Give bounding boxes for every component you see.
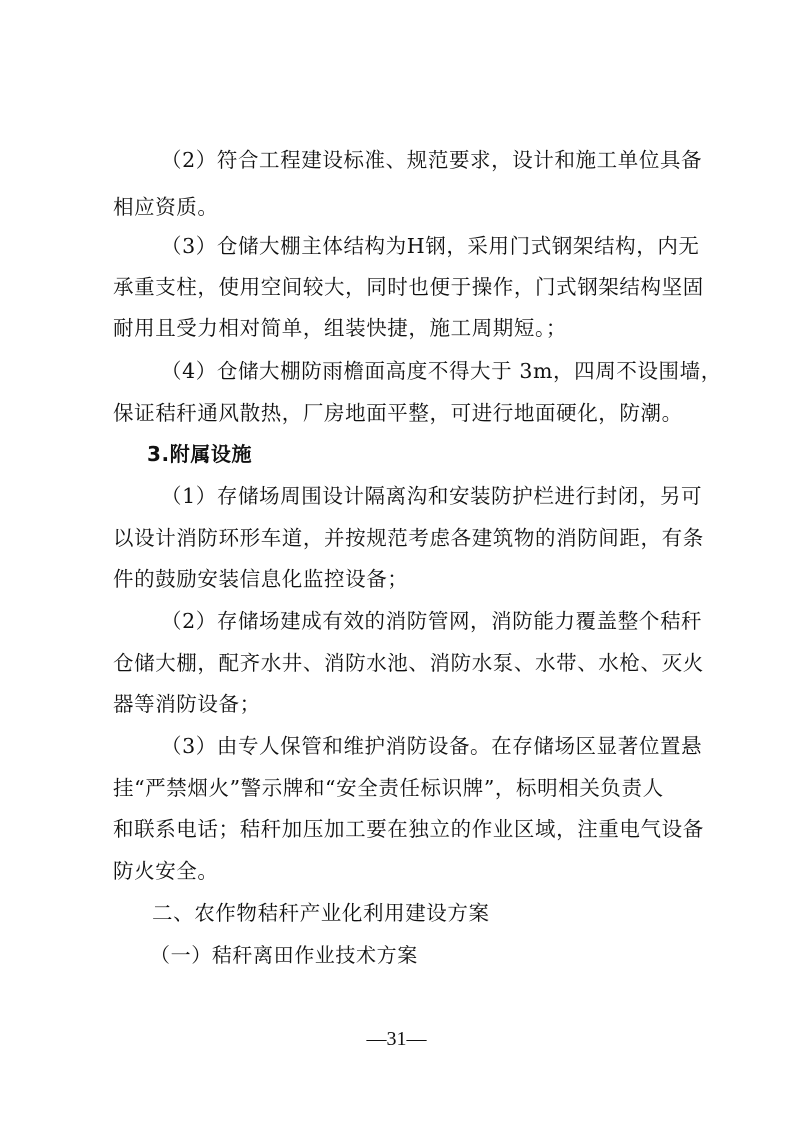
paragraph-line: 以设计消防环形车道，并按规范考虑各建筑物的消防间距，有条 — [113, 526, 704, 550]
paragraph-line: 承重支柱，使用空间较大，同时也便于操作，门式钢架结构坚固 — [113, 275, 704, 299]
paragraph-line: 相应资质。 — [113, 195, 219, 219]
paragraph-line: 保证秸秆通风散热，厂房地面平整，可进行地面硬化，防潮。 — [113, 401, 683, 425]
paragraph-line: 耐用且受力相对简单，组装快捷，施工周期短。； — [113, 316, 567, 340]
paragraph-line: （3）由专人保管和维护消防设备。在存储场区显著位置悬 — [161, 734, 703, 758]
paragraph-line: 器等消防设备； — [113, 692, 261, 716]
section-heading-3: 3.附属设施 — [147, 442, 253, 466]
paragraph-line: （2）符合工程建设标准、规范要求，设计和施工单位具备 — [161, 148, 703, 172]
paragraph-line: 件的鼓励安装信息化监控设备； — [113, 567, 409, 591]
paragraph-line: （3）仓储大棚主体结构为H钢，采用门式钢架结构，内无 — [161, 234, 700, 258]
paragraph-line: （4）仓储大棚防雨檐面高度不得大于 3m，四周不设围墙， — [161, 359, 722, 383]
subsection-heading: （一）秸秆离田作业技术方案 — [150, 943, 418, 967]
paragraph-line: 仓储大棚，配齐水井、消防水池、消防水泵、水带、水枪、灭火 — [113, 651, 704, 675]
page-number: —31— — [366, 1028, 427, 1050]
paragraph-line: （1）存储场周围设计隔离沟和安装防护栏进行封闭，另可 — [161, 484, 703, 508]
paragraph-line: 防火安全。 — [113, 859, 219, 883]
paragraph-line: 挂“严禁烟火”警示牌和“安全责任标识牌”，标明相关负责人 — [113, 776, 664, 800]
paragraph-line: 和联系电话；秸秆加压加工要在独立的作业区域，注重电气设备 — [113, 817, 704, 841]
chapter-heading: 二、农作物秸秆产业化利用建设方案 — [152, 901, 490, 925]
paragraph-line: （2）存储场建成有效的消防管网，消防能力覆盖整个秸秆 — [161, 609, 703, 633]
